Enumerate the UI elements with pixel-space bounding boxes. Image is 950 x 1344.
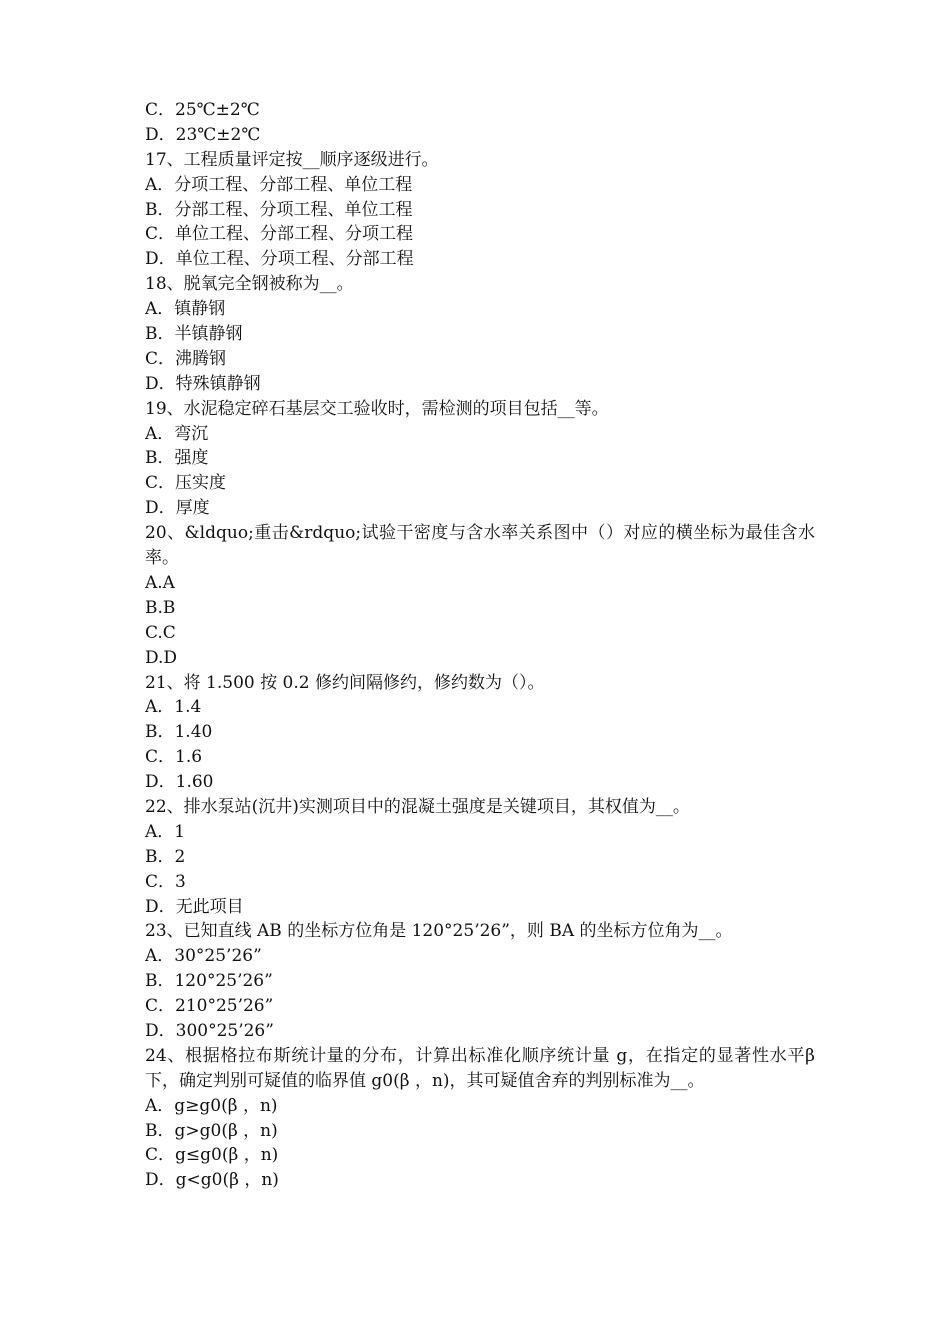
option-line: D．厚度 (145, 498, 210, 519)
option-line: B.B (145, 597, 176, 618)
option-line: A．1 (145, 821, 186, 842)
option-line: D．无此项目 (145, 896, 244, 917)
option-line: D．1.60 (145, 772, 214, 793)
option-line: B．2 (145, 846, 186, 867)
option-line: C．g≤g0(β ，n) (145, 1145, 279, 1166)
question-stem: 23、已知直线 AB 的坐标方位角是 120°25’26”，则 BA 的坐标方位角为__。 (145, 921, 733, 942)
option-line: B．半镇静钢 (145, 324, 243, 345)
option-line: C．单位工程、分部工程、分项工程 (145, 224, 414, 245)
question-23 (145, 919, 815, 1043)
option-line: B．120°25’26” (145, 971, 273, 992)
option-line: D．特殊镇静钢 (145, 373, 261, 394)
option-line: C．25℃±2℃ (145, 100, 260, 120)
question-stem: 20、&ldquo;重击&rdquo;试验干密度与含水率关系图中（）对应的横坐标为最佳含水率。 (145, 523, 815, 569)
question-stem: 21、将 1.500 按 0.2 修约间隔修约，修约数为（）。 (145, 672, 545, 693)
question-stem: 17、工程质量评定按__顺序逐级进行。 (145, 149, 439, 170)
leading-options (145, 98, 815, 148)
question-stem: 22、排水泵站(沉井)实测项目中的混凝土强度是关键项目，其权值为__。 (145, 796, 690, 817)
option-line: A．1.4 (145, 697, 202, 718)
option-line: C．沸腾钢 (145, 348, 227, 369)
question-stem: 24、根据格拉布斯统计量的分布，计算出标准化顺序统计量 g，在指定的显著性水平β 下，确定判别可疑值的临界值 g0(β ，n)，其可疑值舍弃的判别标准为__。 (145, 1045, 815, 1091)
option-line: A．分项工程、分部工程、单位工程 (145, 174, 413, 195)
option-line: B．强度 (145, 448, 209, 469)
option-line: C．压实度 (145, 473, 227, 494)
option-line: C.C (145, 622, 176, 643)
question-stem: 19、水泥稳定碎石基层交工验收时，需检测的项目包括__等。 (145, 398, 609, 419)
option-line: D.D (145, 647, 178, 668)
question-19 (145, 397, 815, 521)
option-line: C．1.6 (145, 747, 203, 768)
option-line: A．g≥g0(β ，n) (145, 1095, 278, 1116)
option-line: D．300°25’26” (145, 1020, 274, 1041)
option-line: D．单位工程、分项工程、分部工程 (145, 249, 414, 270)
option-line: A．弯沉 (145, 423, 209, 444)
option-line: A．镇静钢 (145, 299, 226, 320)
option-line: C．210°25’26” (145, 996, 274, 1017)
question-21 (145, 671, 815, 795)
question-24 (145, 1044, 815, 1193)
option-line: A．30°25’26” (145, 946, 262, 967)
option-line: C．3 (145, 871, 186, 892)
option-line: D．23℃±2℃ (145, 124, 261, 145)
document-page (145, 98, 815, 1193)
option-line: D．g<g0(β ，n) (145, 1170, 279, 1191)
option-line: B．g>g0(β ，n) (145, 1120, 278, 1141)
question-stem: 18、脱氧完全钢被称为__。 (145, 274, 354, 295)
question-17 (145, 148, 815, 272)
option-line: A.A (145, 572, 175, 593)
question-22 (145, 795, 815, 919)
option-line: B．分部工程、分项工程、单位工程 (145, 199, 413, 220)
question-18 (145, 272, 815, 396)
question-20 (145, 521, 815, 670)
option-line: B．1.40 (145, 722, 213, 743)
